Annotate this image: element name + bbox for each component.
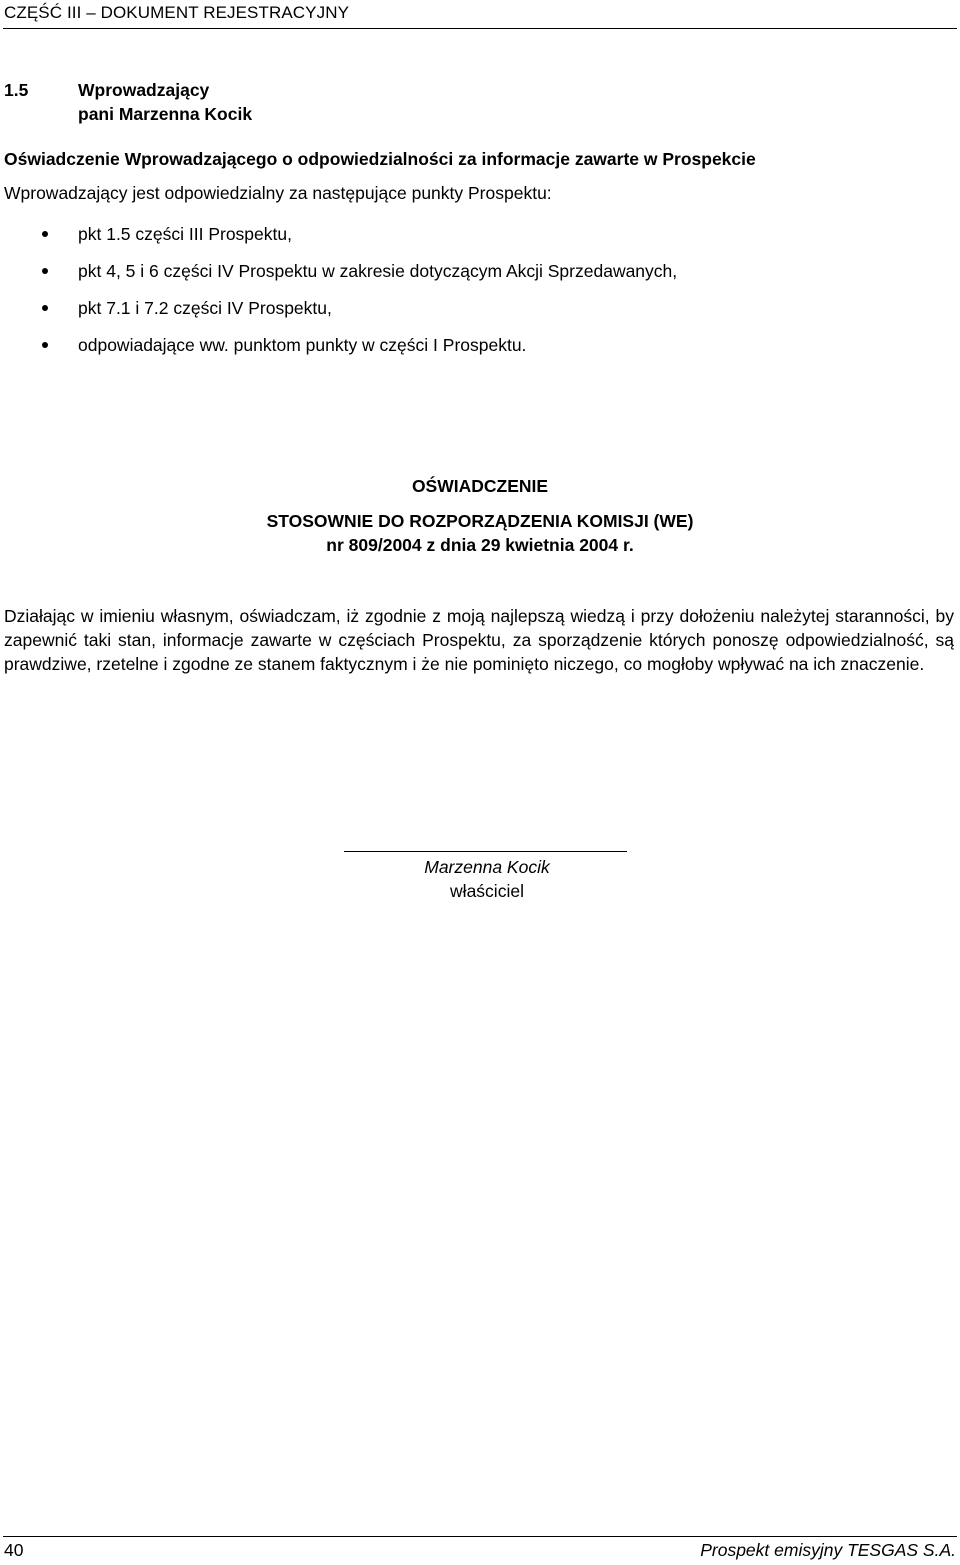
bullet-icon	[42, 342, 48, 348]
section-heading	[4, 78, 252, 126]
signatory-name: Marzenna Kocik	[424, 857, 550, 877]
list-item	[0, 223, 677, 260]
running-header: CZĘŚĆ III – DOKUMENT REJESTRACYJNY	[4, 3, 350, 22]
declaration-title: OŚWIADCZENIE	[411, 476, 549, 496]
bullet-icon	[42, 231, 48, 237]
intro-text: Wprowadzający jest odpowiedzialny za następujące punkty Prospektu:	[4, 183, 552, 203]
bullet-icon	[42, 268, 48, 274]
list-item-text: pkt 1.5 części III Prospektu,	[78, 224, 292, 244]
section-number: 1.5	[4, 80, 29, 100]
declaration-body: Działając w imieniu własnym, oświadczam, iż zgodnie z moją najlepszą wiedzą i przy dołożeniu należytej staranności, by zapewnić taki stan, informacje zawarte w częściach Prospektu, za sporządzenie których ponoszę odpowiedzialność, są prawdziwe, rzetelne i zgodne ze stanem faktycznym i że nie pominięto niczego, co mogłoby wpływać na ich znaczenie.	[4, 606, 954, 674]
section-heading-line1	[4, 78, 252, 102]
signature-line	[344, 851, 627, 852]
declaration-subtitle-line1: STOSOWNIE DO ROZPORZĄDZENIA KOMISJI (WE)	[266, 511, 694, 531]
bullet-icon	[42, 305, 48, 311]
header-divider	[3, 28, 957, 29]
list-item	[0, 297, 677, 334]
list-item-text: odpowiadające ww. punktom punkty w części I Prospektu.	[78, 335, 527, 355]
responsibility-list	[0, 223, 677, 371]
declaration-subtitle-line2: nr 809/2004 z dnia 29 kwietnia 2004 r.	[326, 535, 634, 555]
signatory-role: właściciel	[450, 881, 524, 901]
page-number: 40	[4, 1540, 24, 1560]
section-title: Wprowadzający	[78, 80, 210, 100]
footer-divider	[3, 1536, 957, 1537]
list-item-text: pkt 4, 5 i 6 części IV Prospektu w zakresie dotyczącym Akcji Sprzedawanych,	[78, 261, 678, 281]
declaration-heading	[0, 473, 960, 557]
footer-document-title: Prospekt emisyjny TESGAS S.A.	[700, 1540, 956, 1560]
list-item	[0, 260, 677, 297]
section-person: pani Marzenna Kocik	[78, 104, 253, 124]
list-item	[0, 334, 677, 371]
statement-title: Oświadczenie Wprowadzającego o odpowiedzialności za informacje zawarte w Prospekcie	[4, 149, 756, 169]
list-item-text: pkt 7.1 i 7.2 części IV Prospektu,	[78, 298, 332, 318]
